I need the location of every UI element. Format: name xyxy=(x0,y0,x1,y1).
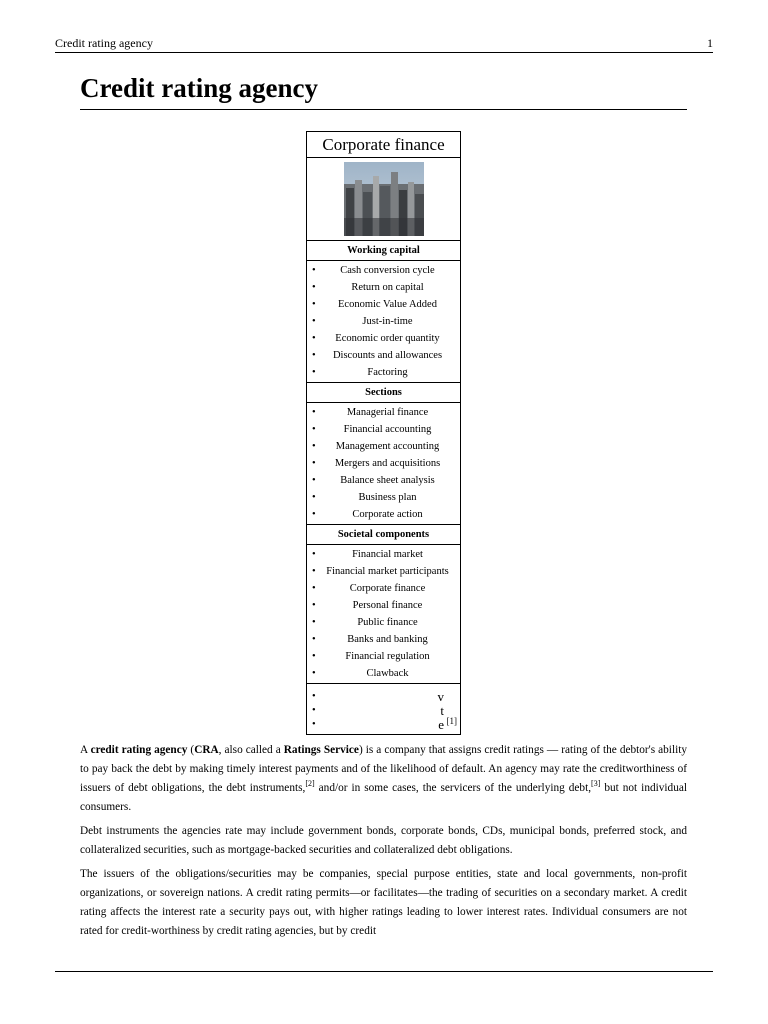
infobox-link[interactable]: • Just-in-time xyxy=(312,316,413,327)
infobox-link[interactable]: • Business plan xyxy=(312,492,417,503)
infobox-link[interactable]: • Economic Value Added xyxy=(312,299,437,310)
infobox-link[interactable]: • Financial market xyxy=(312,549,423,560)
paragraph: Debt instruments the agencies rate may include government bonds, corporate bonds, CDs, municipal bonds, preferred stock, and collateralized securities, such as mortgage-backed securities and collateralized debt obligations. xyxy=(80,825,687,856)
infobox-section-heading: Sections xyxy=(307,383,460,403)
infobox-link[interactable]: • Clawback xyxy=(312,668,409,679)
page-number: 1 xyxy=(707,36,713,50)
bold-alt-name: Ratings Service xyxy=(283,744,359,756)
bold-abbr: CRA xyxy=(194,744,219,756)
vte-view-link[interactable]: • v xyxy=(312,689,444,704)
infobox-link[interactable]: • Financial market participants xyxy=(312,566,449,577)
infobox-list-sections xyxy=(307,403,460,525)
running-header-title: Credit rating agency xyxy=(55,36,153,50)
infobox-link[interactable]: • Corporate finance xyxy=(312,583,426,594)
vte-edit-link[interactable]: • e [1] xyxy=(312,716,457,732)
infobox-link[interactable]: • Factoring xyxy=(312,367,408,378)
citation-ref[interactable]: [2] xyxy=(305,779,315,788)
paragraph: The issuers of the obligations/securities may be companies, special purpose entities, state and local governments, non-profit organizations, or sovereign nations. A credit rating permits—or facilitates—the trading of securities on a secondary market. A credit rating affects the interest rate a security pays out, with higher ratings leading to lower interest rates. Individual consumers are not rated for credit-worthiness by credit rating agencies, but by credit xyxy=(80,868,687,937)
infobox xyxy=(306,131,461,735)
bold-term: credit rating agency xyxy=(90,744,188,756)
vte-talk-link[interactable]: • t xyxy=(312,703,444,718)
infobox-link[interactable]: • Corporate action xyxy=(312,509,423,520)
navbox-vte xyxy=(307,684,460,734)
paragraph: A credit rating agency (CRA, also called a Ratings Service) is a company that assigns credit ratings — rating of the debtor's ability to pay back the debt by making timely interest payments and of the likelihood of default. An agency may rate the creditworthiness of issuers of debt obligations, the debt instruments,[2] and/or in some cases, the servicers of the underlying debt,[3] but not individual consumers. xyxy=(80,744,688,813)
infobox-link[interactable]: • Management accounting xyxy=(312,441,440,452)
infobox-list-working-capital xyxy=(307,261,460,383)
infobox-link[interactable]: • Financial regulation xyxy=(312,651,430,662)
infobox-link[interactable]: • Mergers and acquisitions xyxy=(312,458,441,469)
infobox-link[interactable]: • Financial accounting xyxy=(312,424,432,435)
infobox-link[interactable]: • Balance sheet analysis xyxy=(312,475,435,486)
infobox-link[interactable]: • Cash conversion cycle xyxy=(312,265,435,276)
infobox-section-heading: Societal components xyxy=(307,525,460,545)
infobox-image-cell xyxy=(307,158,460,241)
infobox-title: Corporate finance xyxy=(307,132,460,158)
citation-ref[interactable]: [1] xyxy=(446,716,457,726)
citation-ref[interactable]: [3] xyxy=(591,779,601,788)
running-header xyxy=(55,36,713,53)
infobox-list-societal-components xyxy=(307,545,460,684)
infobox-link[interactable]: • Discounts and allowances xyxy=(312,350,443,361)
infobox-link[interactable]: • Public finance xyxy=(312,617,418,628)
infobox-link[interactable]: • Economic order quantity xyxy=(312,333,440,344)
infobox-link[interactable]: • Managerial finance xyxy=(312,407,429,418)
infobox-link[interactable]: • Return on capital xyxy=(312,282,424,293)
infobox-link[interactable]: • Personal finance xyxy=(312,600,423,611)
city-skyline-image xyxy=(344,162,424,236)
page-title: Credit rating agency xyxy=(80,71,687,110)
article-body xyxy=(80,741,687,946)
infobox-section-heading: Working capital xyxy=(307,241,460,261)
footer-rule xyxy=(55,971,713,972)
infobox-link[interactable]: • Banks and banking xyxy=(312,634,428,645)
